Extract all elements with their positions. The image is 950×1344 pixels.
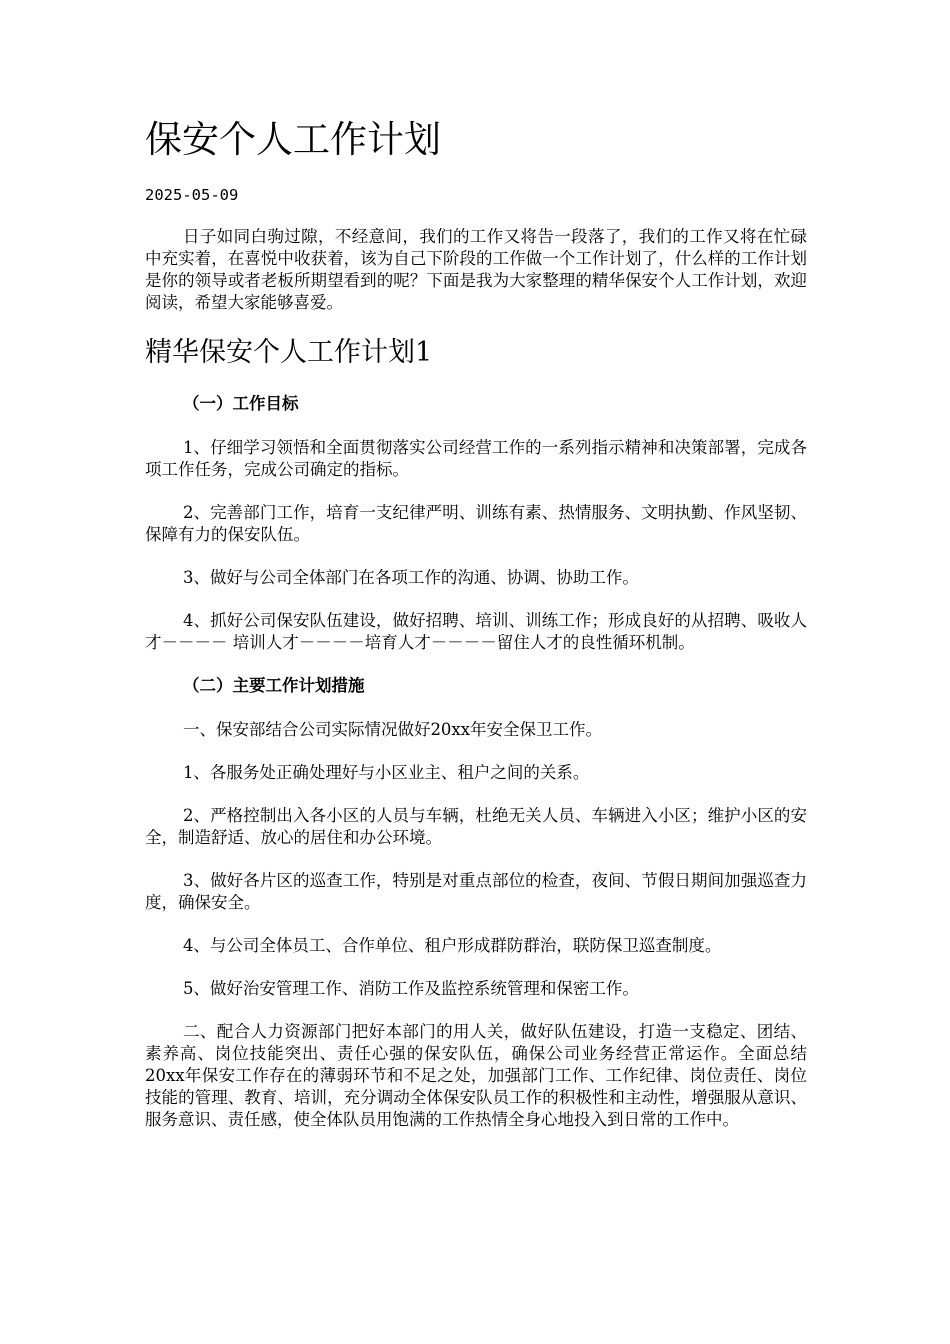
document-body <box>145 226 807 1152</box>
measure-item: 2、严格控制出入各小区的人员与车辆，杜绝无关人员、车辆进入小区；维护小区的安全，制造舒适、放心的居住和办公环境。 <box>145 806 807 847</box>
subsection-heading-measures: （二）主要工作计划措施 <box>182 676 365 695</box>
goal-item: 2、完善部门工作，培育一支纪律严明、训练有素、热情服务、文明执勤、作风坚韧、保障有力的保安队伍。 <box>145 503 807 544</box>
measure-item: 5、做好治安管理工作、消防工作及监控系统管理和保密工作。 <box>182 979 639 998</box>
measure-item: 二、配合人力资源部门把好本部门的用人关，做好队伍建设，打造一支稳定、团结、素养高、岗位技能突出、责任心强的保安队伍，确保公司业务经营正常运作。全面总结20xx年保安工作存在的薄弱环节和不足之处，加强部门工作、工作纪律、岗位责任、岗位技能的管理、教育、培训，充分调动全体保安队员工作的积极性和主动性，增强服从意识、服务意识、责任感，使全体队员用饱满的工作热情全身心地投入到日常的工作中。 <box>145 1022 807 1129</box>
measure-item: 3、做好各片区的巡查工作，特别是对重点部位的检查，夜间、节假日期间加强巡查力度，确保安全。 <box>145 871 807 912</box>
goal-item: 4、抓好公司保安队伍建设，做好招聘、培训、训练工作；形成良好的从招聘、吸收人才－－－－ 培训人才－－－－培育人才－－－－留住人才的良性循环机制。 <box>145 611 807 652</box>
goal-item: 3、做好与公司全体部门在各项工作的沟通、协调、协助工作。 <box>182 568 639 587</box>
section-heading: 精华保安个人工作计划1 <box>145 337 433 368</box>
measure-item: 4、与公司全体员工、合作单位、租户形成群防群治，联防保卫巡查制度。 <box>182 936 722 955</box>
intro-paragraph: 日子如同白驹过隙，不经意间，我们的工作又将告一段落了，我们的工作又将在忙碌中充实着，在喜悦中收获着，该为自己下阶段的工作做一个工作计划了，什么样的工作计划是你的领导或者老板所期望看到的呢？下面是我为大家整理的精华保安个人工作计划，欢迎阅读，希望大家能够喜爱。 <box>145 227 807 312</box>
document-title: 保安个人工作计划 <box>145 118 441 161</box>
goal-item: 1、仔细学习领悟和全面贯彻落实公司经营工作的一系列指示精神和决策部署，完成各项工作任务，完成公司确定的指标。 <box>145 438 807 479</box>
subsection-heading-goals: （一）工作目标 <box>182 394 299 413</box>
measure-item: 1、各服务处正确处理好与小区业主、租户之间的关系。 <box>182 763 590 782</box>
publish-date: 2025-05-09 <box>145 186 239 204</box>
measure-item: 一、保安部结合公司实际情况做好20xx年安全保卫工作。 <box>182 720 603 739</box>
